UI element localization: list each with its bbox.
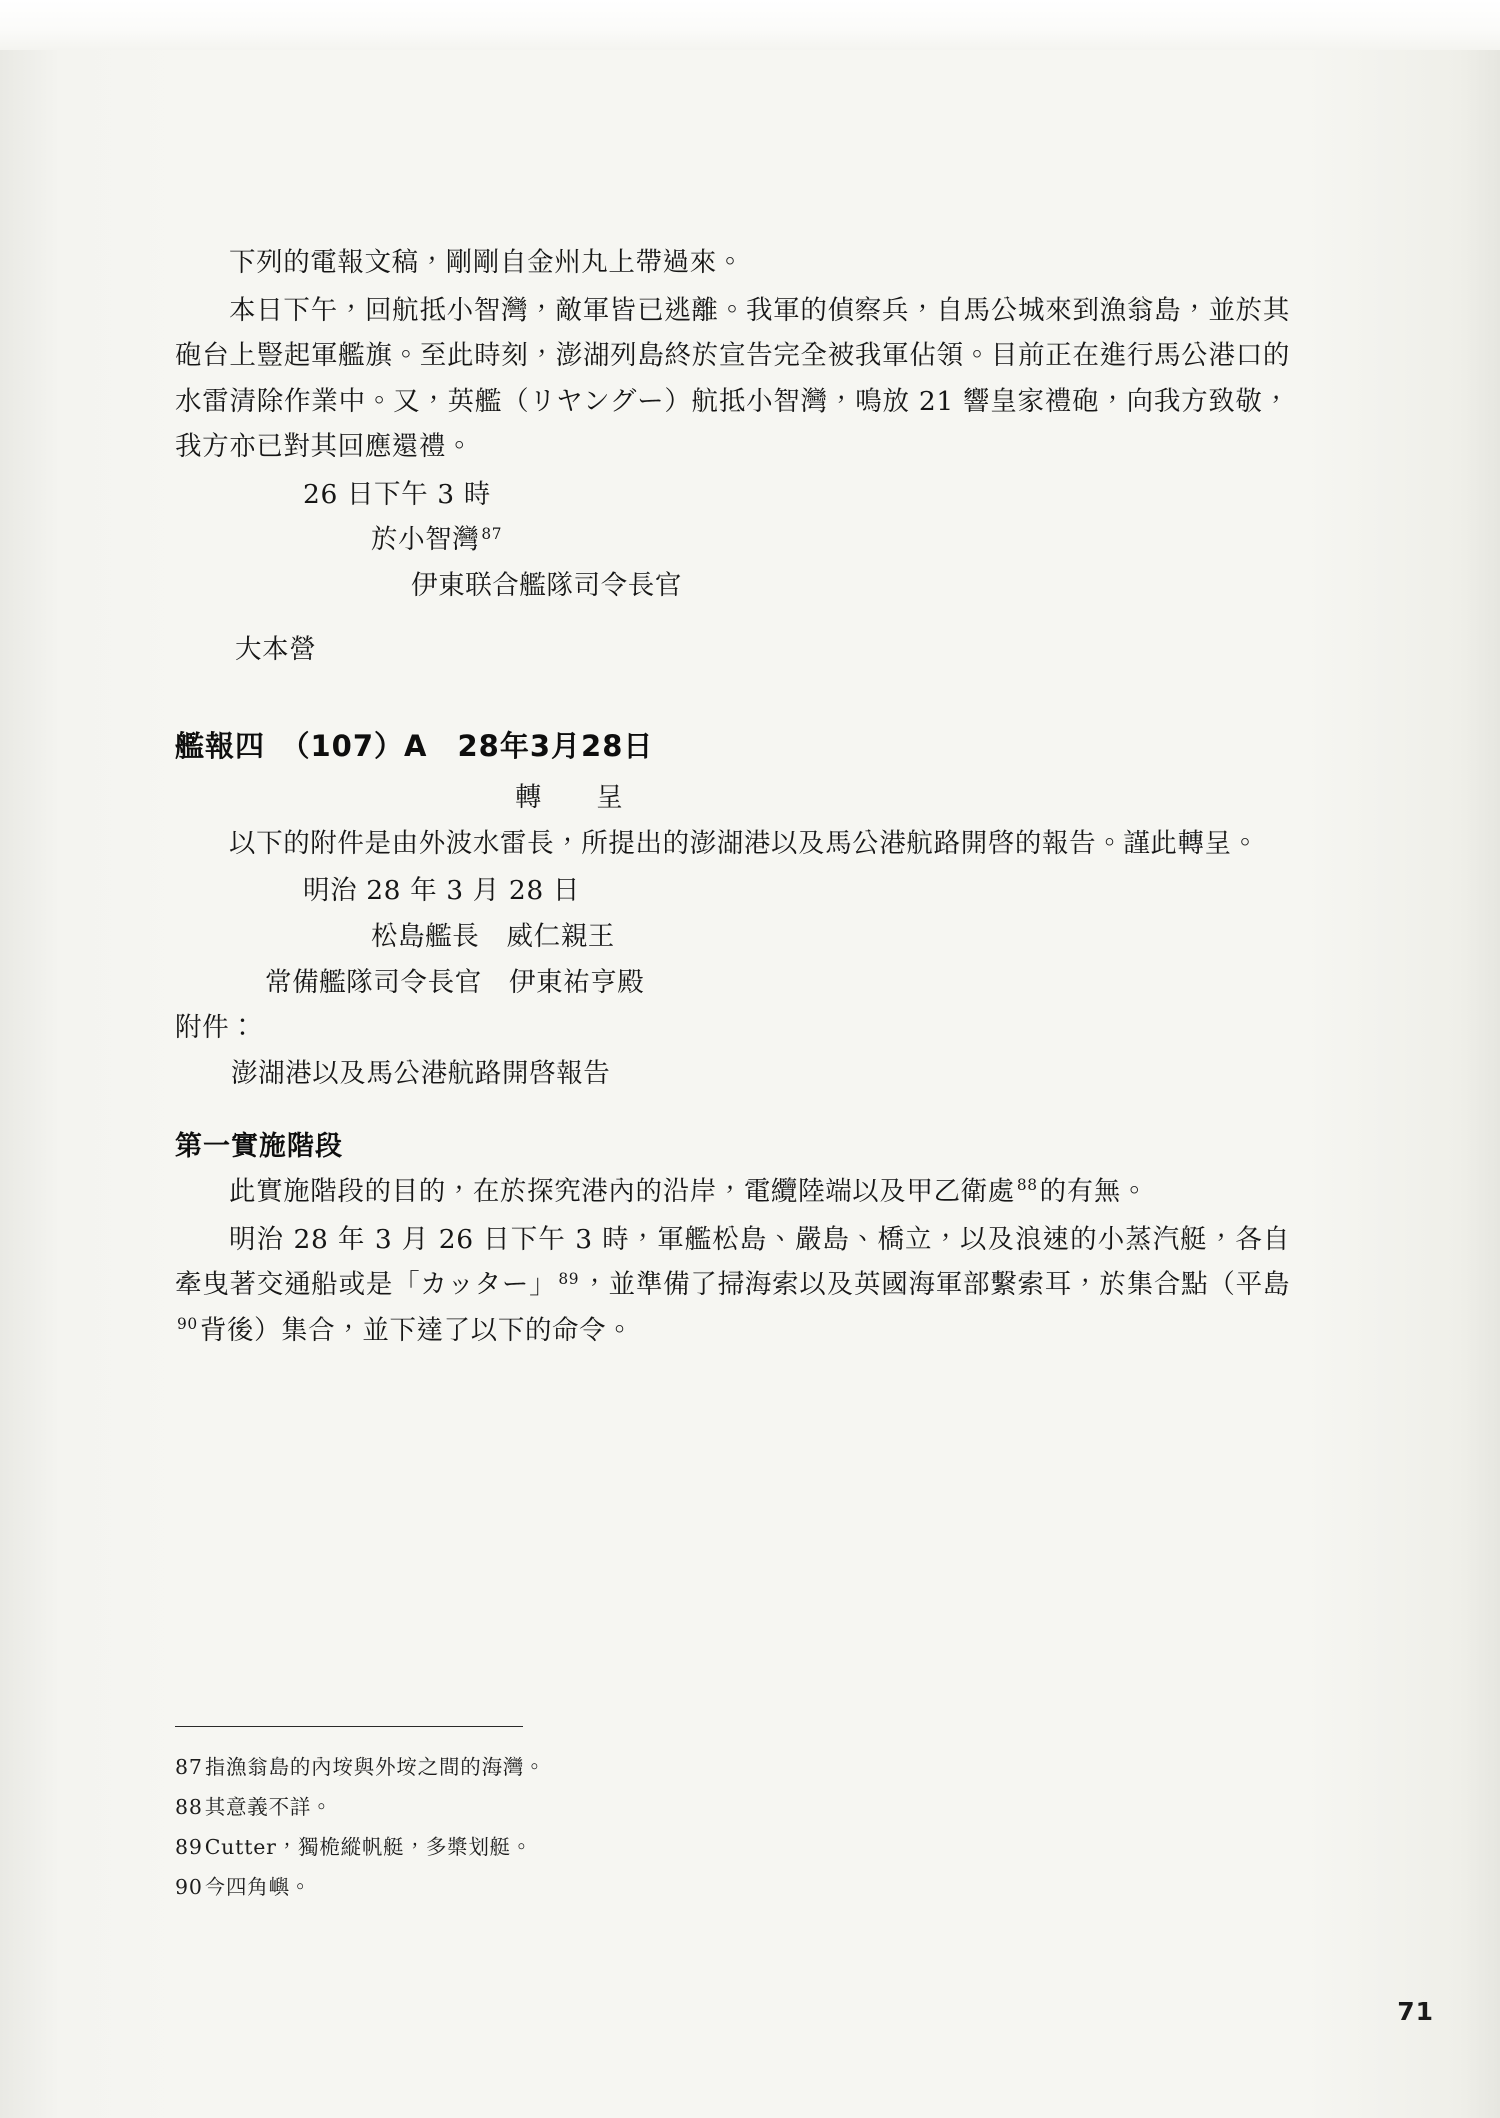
page-number: 71 bbox=[1397, 1997, 1434, 2026]
line-attachment-label: 附件： bbox=[175, 1012, 257, 1044]
footnote-item bbox=[175, 1828, 1075, 1868]
footnote-number: 87 bbox=[175, 1755, 203, 1779]
paragraph-telegram-body: 本日下午，回航抵小智灣，敵軍皆已逃離。我軍的偵察兵，自馬公城來到漁翁島，並於其砲台上豎起軍艦旗。至此時刻，澎湖列島終於宣告完全被我軍佔領。目前正在進行馬公港口的水雷清除作業中。又，英艦（リヤングー）航抵小智灣，鳴放 21 響皇家禮砲，向我方致敬，我方亦已對其回應還禮。 bbox=[175, 294, 1290, 463]
line-forward-label: 轉 呈 bbox=[515, 782, 624, 814]
footnote-text: 今四角嶼。 bbox=[204, 1874, 312, 1899]
line-telegram-signer: 伊東联合艦隊司令長官 bbox=[411, 570, 682, 602]
footnote-text: Cutter，獨桅縱帆艇，多槳划艇。 bbox=[204, 1834, 533, 1859]
line-telegram-date: 26 日下午 3 時 bbox=[303, 478, 491, 510]
footnote-number: 90 bbox=[175, 1874, 203, 1899]
spacer bbox=[175, 609, 1290, 627]
footnote-item bbox=[175, 1868, 1075, 1908]
paragraph-assembly-order bbox=[175, 1217, 1290, 1354]
paragraph-assembly-order-a: 明治 28 年 3 月 26 日下午 3 時，軍艦松島、嚴島、橋立，以及浪速的小蒸汽艇，各自牽曳著交通船或是「カッター」 bbox=[175, 1223, 1290, 1301]
paragraph-forward-body: 以下的附件是由外波水雷長，所提出的澎湖港以及馬公港航路開啓的報告。謹此轉呈。 bbox=[229, 827, 1259, 859]
footnote-text: 指漁翁島的內垵與外垵之間的海灣。 bbox=[204, 1755, 546, 1779]
paragraph-first-phase-purpose-a: 此實施階段的目的，在於探究港內的沿岸，電纜陸端以及甲乙衛處 bbox=[229, 1176, 1015, 1208]
footnote-ref-87: 87 bbox=[481, 524, 503, 543]
footnote-ref-89: 89 bbox=[558, 1269, 580, 1288]
footnote-ref-90: 90 bbox=[177, 1315, 198, 1334]
line-telegram-org: 大本營 bbox=[235, 633, 317, 665]
footnote-number: 88 bbox=[175, 1794, 203, 1819]
page-top-edge bbox=[0, 0, 1500, 50]
line-matsushima-captain: 松島艦長 威仁親王 bbox=[371, 920, 615, 952]
page-content bbox=[175, 240, 1290, 1356]
line-standing-fleet-commander: 常備艦隊司令長官 伊東祐亨殿 bbox=[265, 966, 645, 998]
footnote-separator bbox=[175, 1726, 523, 1727]
paragraph-telegram-intro: 下列的電報文稿，剛剛自金州丸上帶過來。 bbox=[229, 247, 744, 278]
paragraph-first-phase-purpose bbox=[175, 1169, 1290, 1215]
line-telegram-place-text: 於小智灣 bbox=[371, 524, 480, 556]
footnote-item bbox=[175, 1788, 1075, 1828]
paragraph-assembly-order-b: ，並準備了掃海索以及英國海軍部繫索耳，於集合點（平島 bbox=[581, 1269, 1290, 1301]
heading-first-phase: 第一實施階段 bbox=[175, 1131, 343, 1163]
footnote-number: 89 bbox=[175, 1834, 203, 1859]
line-meiji-date: 明治 28 年 3 月 28 日 bbox=[303, 875, 580, 907]
heading-report-four: 艦報四 （107）A 28年3月28日 bbox=[175, 729, 654, 764]
footnote-text: 其意義不詳。 bbox=[204, 1794, 333, 1819]
paragraph-assembly-order-c: 背後）集合，並下達了以下的命令。 bbox=[199, 1314, 634, 1346]
line-attachment-title: 澎湖港以及馬公港航路開啓報告 bbox=[231, 1057, 611, 1089]
footnote-list bbox=[175, 1748, 1075, 1908]
paragraph-first-phase-purpose-b: 的有無。 bbox=[1039, 1176, 1149, 1208]
line-telegram-place bbox=[175, 517, 1290, 563]
footnote-item bbox=[175, 1748, 1075, 1788]
footnote-ref-88: 88 bbox=[1016, 1176, 1038, 1195]
